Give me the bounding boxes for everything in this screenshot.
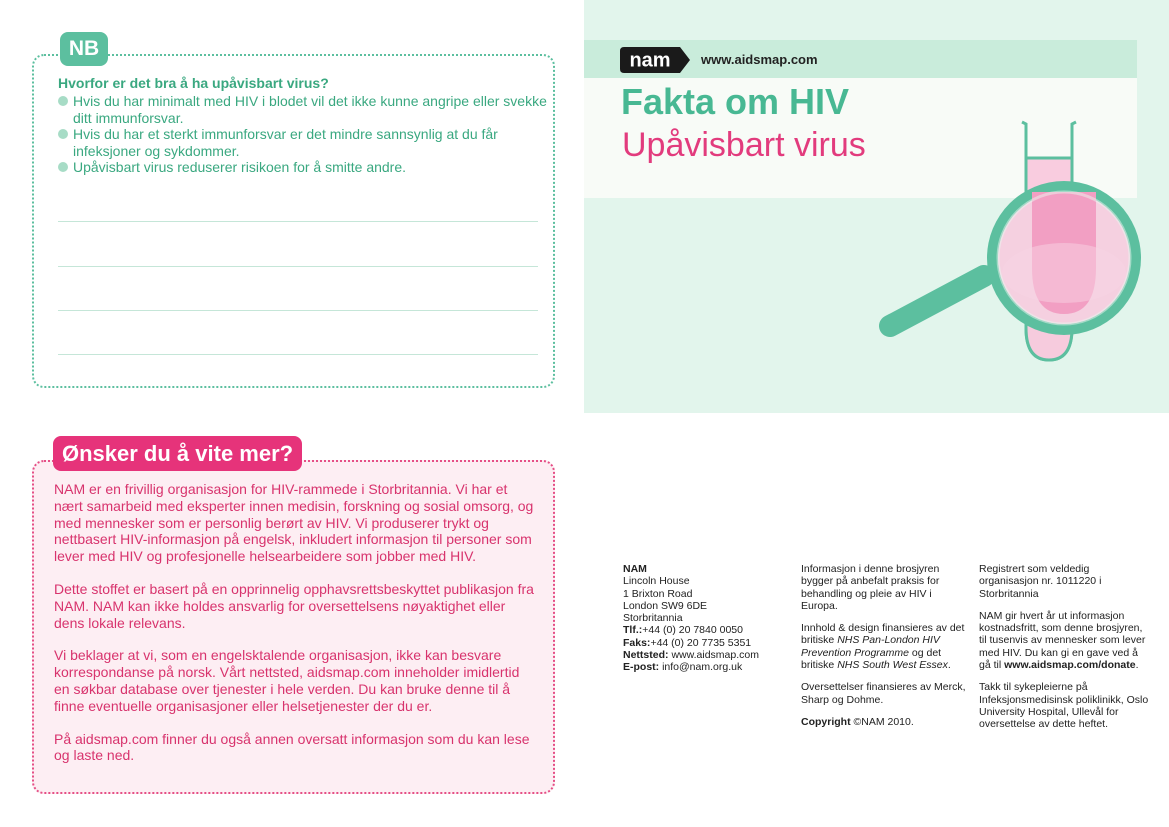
writing-line	[58, 354, 538, 355]
address-line: London SW9 6DE	[623, 599, 708, 612]
phone-row: Tlf.:+44 (0) 20 7840 0050	[623, 624, 743, 637]
bullet-icon	[58, 162, 68, 172]
copyright: Copyright ©NAM 2010.	[801, 715, 914, 728]
nb-point: Upåvisbart virus reduserer risikoen for å smitte andre.	[58, 159, 548, 176]
bullet-icon	[58, 129, 68, 139]
nam-logo	[620, 47, 690, 73]
nb-list	[58, 93, 548, 176]
web-link[interactable]: www.aidsmap.com	[671, 649, 759, 662]
info-paragraph: På aidsmap.com finner du også annen oversatt informasjon som du kan lese og laste ned.	[54, 730, 530, 764]
page-subtitle: Upåvisbart virus	[622, 126, 866, 164]
site-url[interactable]: www.aidsmap.com	[701, 52, 818, 67]
writing-line	[58, 266, 538, 267]
svg-text:nam: nam	[629, 49, 671, 72]
email-row: E-post: info@nam.org.uk	[623, 661, 743, 674]
address-line: 1 Brixton Road	[623, 587, 693, 600]
donate-paragraph: NAM gir hvert år ut informasjon kostnadsfritt, som denne brosjyren, til tusenvis av mennesker som lever med HIV. Du kan gi en gave ved å gå til www.aidsmap.com/donate.	[979, 609, 1146, 672]
donate-link[interactable]: www.aidsmap.com/donate	[1004, 659, 1136, 672]
address-line: Lincoln House	[623, 575, 690, 588]
writing-line	[58, 221, 538, 222]
nb-point: Hvis du har et sterkt immunforsvar er det mindre sannsynlig at du får infeksjoner og sykdommer.	[58, 126, 548, 159]
translation-funding: Oversettelser finansieres av Merck, Sharp og Dohme.	[801, 681, 966, 706]
credits-paragraph: Informasjon i denne brosjyren bygger på anbefalt praksis for behandling og pleie av HIV i Europa.	[801, 563, 940, 612]
info-paragraph: NAM er en frivillig organisasjon for HIV-rammede i Storbritannia. Vi har et nært samarbeid med eksperter innen medisin, forskning og sosial omsorg, og med mennesker som er personlig berørt av HIV. Vi produserer trykt og nettbasert HIV-informasjon på engelsk, inkludert informasjon til personer som lever med HIV og profesjonelle helsearbeidere som jobber med HIV.	[54, 481, 534, 565]
fax-row: Faks:+44 (0) 20 7735 5351	[623, 636, 752, 649]
charity-registration: Registrert som veldedig organisasjon nr. 1011220 i Storbritannia	[979, 563, 1102, 600]
magnifying-glass-icon	[874, 118, 1164, 378]
more-info-tag: Ønsker du å vite mer?	[53, 436, 302, 471]
nb-point: Hvis du har minimalt med HIV i blodet vil det ikke kunne angripe eller svekke ditt immunforsvar.	[58, 93, 548, 126]
cover-panel	[584, 0, 1169, 413]
email-link[interactable]: info@nam.org.uk	[662, 661, 743, 674]
funding-paragraph: Innhold & design finansieres av det britiske NHS Pan-London HIV Prevention Programme og det britiske NHS South West Essex.	[801, 622, 965, 672]
org-name: NAM	[623, 563, 647, 575]
nb-tag: NB	[60, 32, 108, 66]
more-info-text	[54, 481, 538, 780]
thanks-paragraph: Takk til sykepleierne på Infeksjonsmedisinsk poliklinikk, Oslo University Hospital, Ullevål for oversettelse av dette heftet.	[979, 681, 1149, 731]
contact-column	[623, 563, 788, 674]
nb-heading: Hvorfor er det bra å ha upåvisbart virus?	[58, 75, 329, 91]
writing-line	[58, 310, 538, 311]
page-title: Fakta om HIV	[621, 81, 850, 122]
bullet-icon	[58, 96, 68, 106]
address-line: Storbritannia	[623, 612, 683, 625]
info-paragraph: Dette stoffet er basert på en opprinnelig opphavsrettsbeskyttet publikasjon fra NAM. NAM kan ikke holdes ansvarlig for oversettelsens nøyaktighet eller dens lokale relevans.	[54, 580, 534, 631]
charity-column	[979, 563, 1149, 741]
credits-column	[801, 563, 966, 738]
web-row: Nettsted: www.aidsmap.com	[623, 649, 759, 662]
info-paragraph: Vi beklager at vi, som en engelsktalende organisasjon, ikke kan besvare korrespondanse på norsk. Vårt nettsted, aidsmap.com inneholder imidlertid en søkbar database over tjenester i hele verden. Du kan bruke denne til å finne eventuelle organisasjoner eller helsetjenester der du er.	[54, 647, 520, 714]
